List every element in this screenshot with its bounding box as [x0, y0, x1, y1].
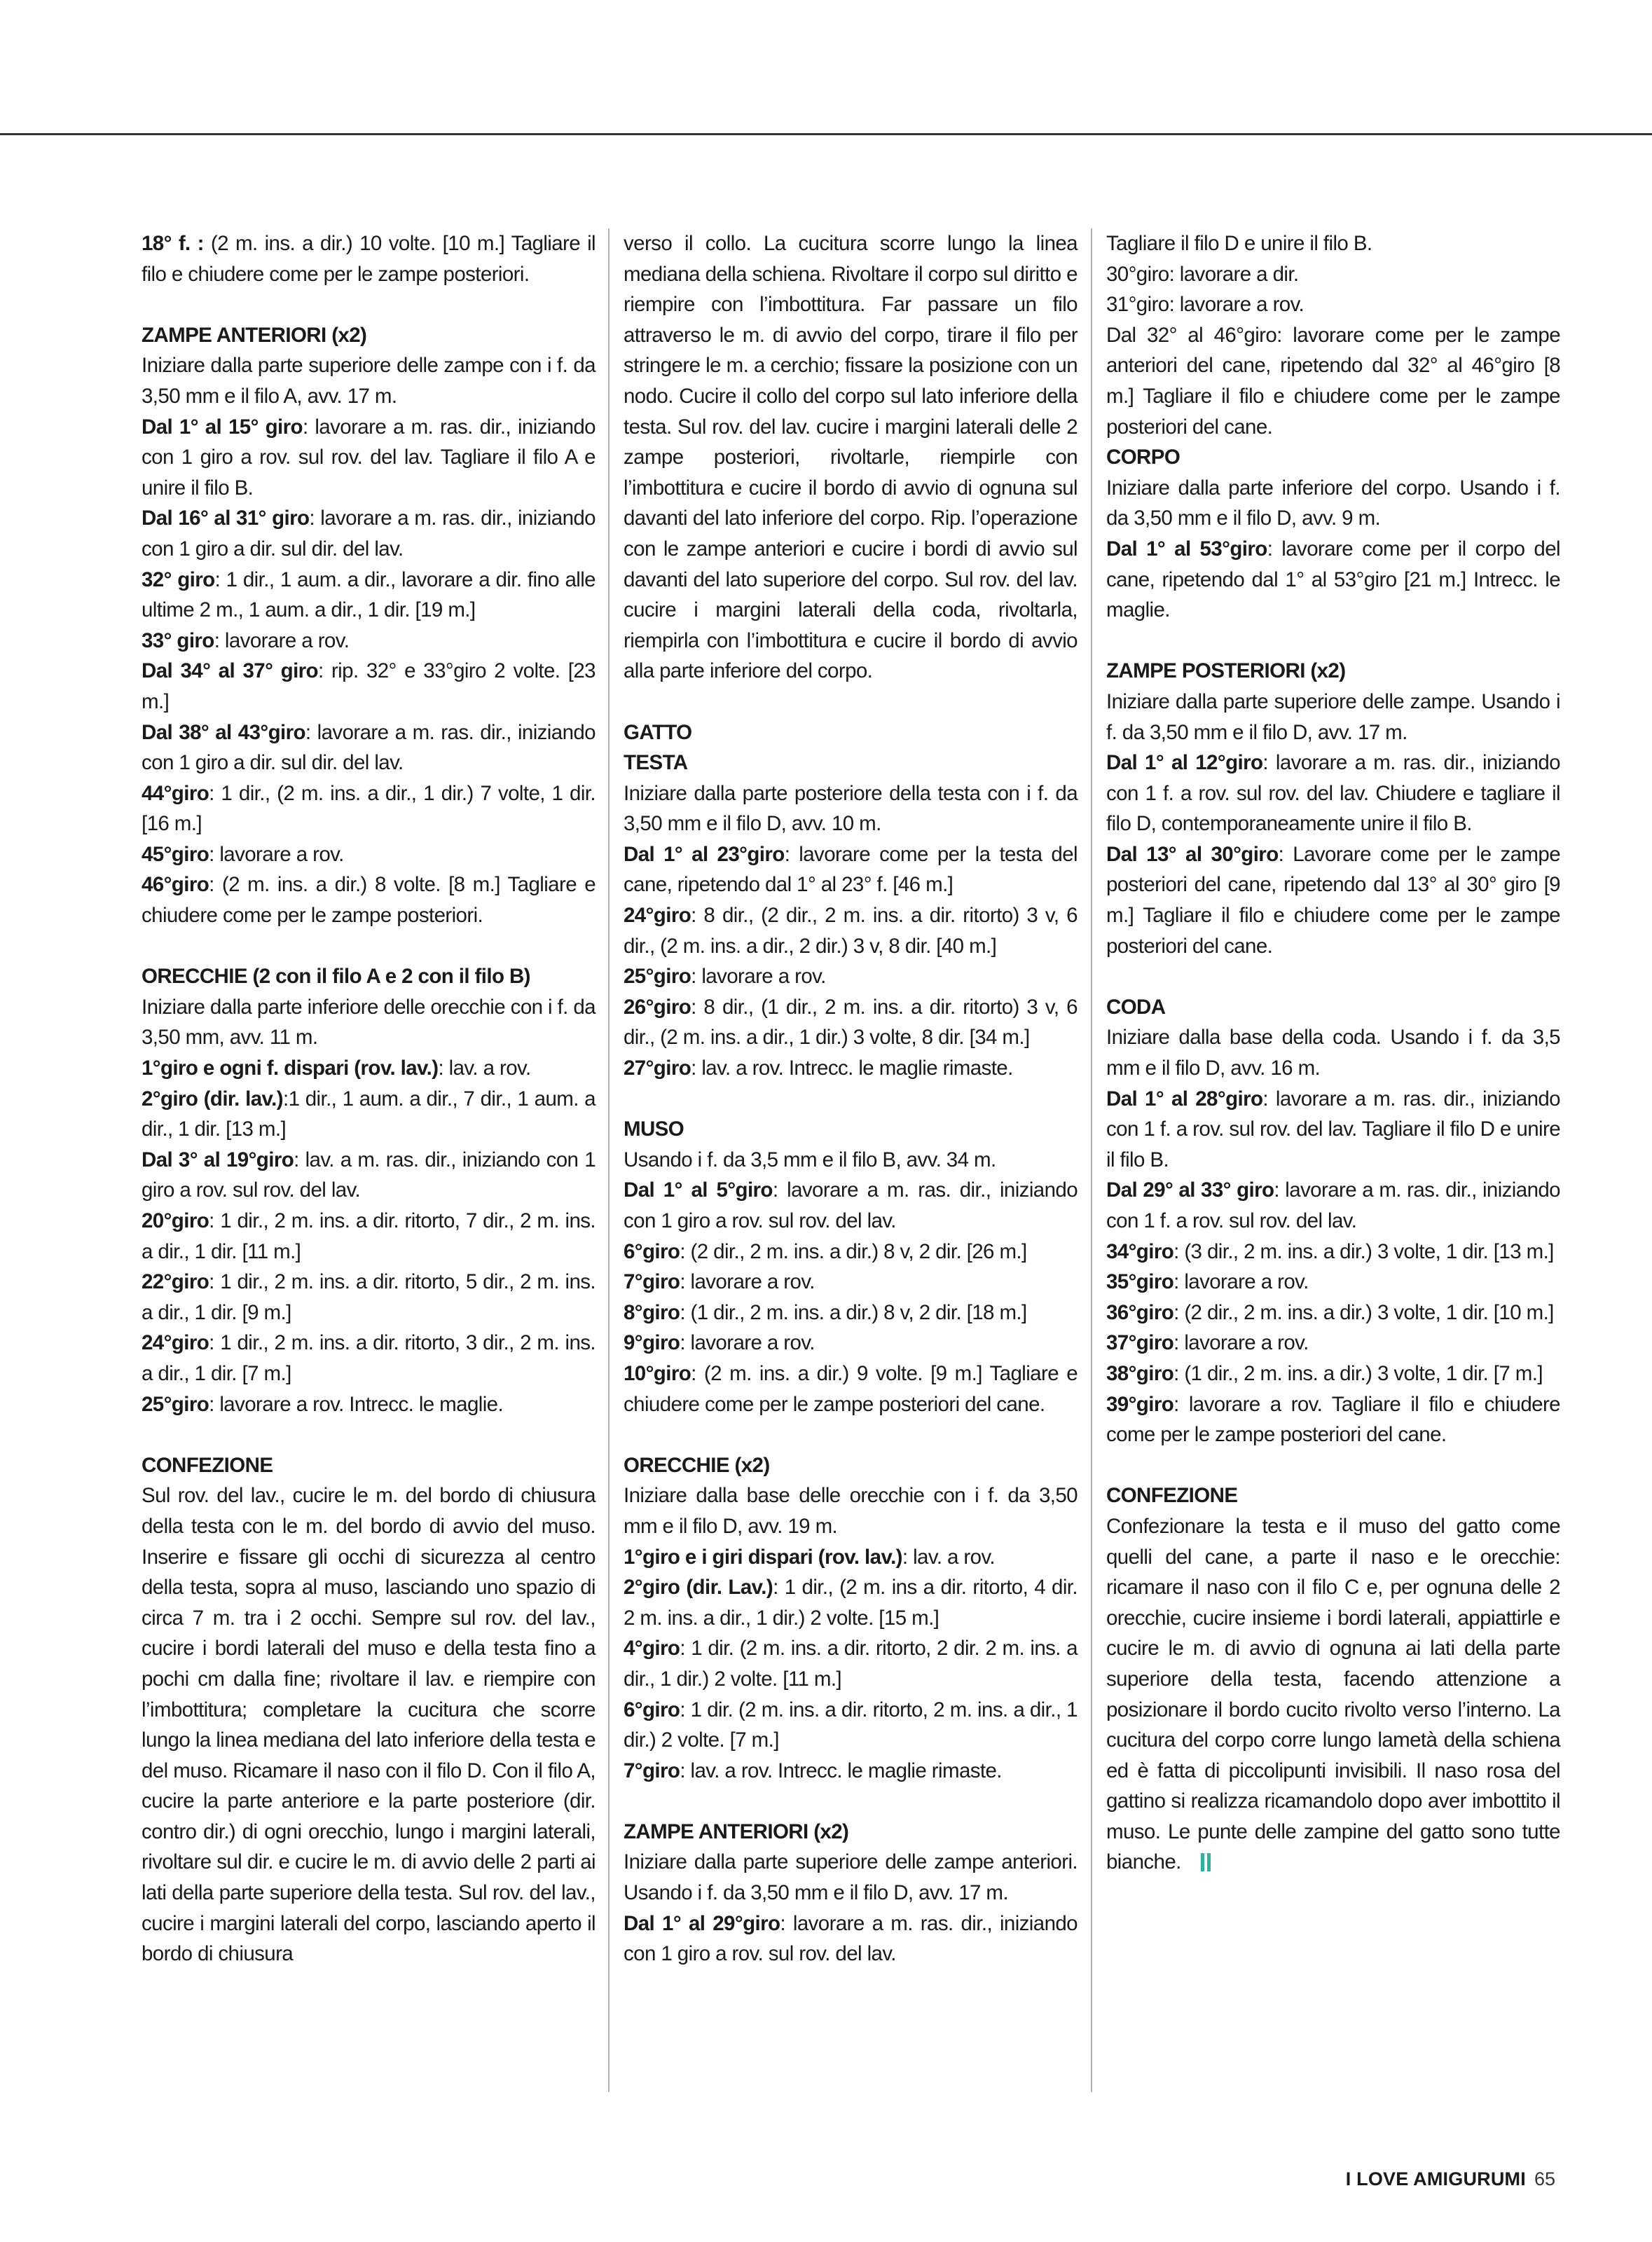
instruction-text: : lav. a rov. Intrecc. le maglie rimaste.	[691, 1057, 1013, 1080]
instruction-text: : 8 dir., (2 dir., 2 m. ins. a dir. ritorto) 3 v, 6 dir., (2 m. ins. a dir., 2 dir.) 3 v, 8 dir. [40 m.]	[624, 904, 1078, 958]
instruction-text: Dal 32° al 46°giro: lavorare come per le zampe anteriori del cane, ripetendo dal 32° al 46°giro [8 m.] Tagliare il filo e chiudere come per le zampe posteriori del cane.	[1106, 323, 1560, 439]
instruction-text: : lavorare a m. ras. dir., iniziando con 1 f. a rov. sul rov. del lav. Tagliare il filo D e unire il filo B.	[1106, 1087, 1560, 1171]
instruction-paragraph	[1106, 320, 1560, 442]
instruction-paragraph	[1106, 1175, 1560, 1236]
instruction-text: : 1 dir., 1 aum. a dir., lavorare a dir. fino alle ultime 2 m., 1 aum. a dir., 1 dir. [19 m.]	[142, 568, 596, 622]
round-label: Dal 1° al 12°giro	[1106, 751, 1263, 775]
instruction-paragraph	[1106, 228, 1560, 259]
section-heading: CONFEZIONE	[142, 1453, 273, 1477]
instruction-paragraph	[142, 1084, 596, 1145]
round-label: 6°giro	[624, 1698, 680, 1721]
instruction-paragraph	[142, 778, 596, 839]
instruction-paragraph	[1106, 1237, 1560, 1267]
round-label: 24°giro	[624, 904, 691, 928]
round-label: 25°giro	[624, 965, 691, 989]
instruction-paragraph	[1106, 839, 1560, 961]
instruction-paragraph	[142, 992, 596, 1053]
instruction-paragraph	[624, 1175, 1078, 1236]
instruction-text: : lavorare a m. ras. dir., iniziando con 1 giro a rov. sul rov. del lav. Tagliare il filo A e unire il filo B.	[142, 415, 596, 500]
instruction-text: : 8 dir., (1 dir., 2 m. ins. a dir. ritorto) 3 v, 6 dir., (2 m. ins. a dir., 1 dir.) 3 volte, 8 dir. [34 m.]	[624, 995, 1078, 1050]
instruction-paragraph	[142, 1206, 596, 1267]
instruction-text: Iniziare dalla parte inferiore del corpo. Usando i f. da 3,50 mm e il filo D, avv. 9 m.	[1106, 476, 1560, 530]
round-label: 34°giro	[1106, 1239, 1174, 1263]
round-label: 2°giro (dir. lav.)	[142, 1087, 283, 1110]
section-heading: MUSO	[624, 1117, 684, 1141]
round-label: 9°giro	[624, 1331, 680, 1355]
instruction-paragraph	[1106, 1328, 1560, 1359]
instruction-text: : lavorare a rov.	[680, 1331, 815, 1355]
instruction-text: : lavorare a m. ras. dir., iniziando con 1 giro a rov. sul rov. del lav.	[624, 1178, 1078, 1232]
instruction-paragraph	[142, 1053, 596, 1084]
instruction-paragraph	[1106, 1022, 1560, 1083]
instruction-paragraph	[624, 900, 1078, 961]
instruction-paragraph	[1106, 473, 1560, 534]
instruction-paragraph	[624, 1756, 1078, 1787]
instruction-text: : 1 dir., 2 m. ins. a dir. ritorto, 7 dir., 2 m. ins. a dir., 1 dir. [11 m.]	[142, 1209, 596, 1263]
instruction-text: : lavorare come per il corpo del cane, ripetendo dal 1° al 53°giro [21 m.] Intrecc. le maglie.	[1106, 537, 1560, 622]
instruction-paragraph	[624, 1328, 1078, 1359]
instruction-text: : lavorare a rov.	[214, 628, 350, 652]
instruction-paragraph	[624, 1145, 1078, 1176]
column-divider	[1091, 228, 1092, 2092]
instruction-text: : lavorare a rov. Intrecc. le maglie.	[209, 1392, 504, 1416]
instruction-text: Sul rov. del lav., cucire le m. del bordo di chiusura della testa con le m. del bordo di avvio del muso. Inserire e fissare gli occhi di sicurezza al centro della testa, sopra al muso, lasciando uno spazio di circa 7 m. tra i 2 occhi. Sempre sul rov. del lav., cucire i bordi laterali del muso e della testa fino a pochi cm dalla fine; rivoltare il lav. e riempire con l’imbottitura; completare la cucitura che scorre lungo la linea mediana del lato inferiore della testa e del muso. Ricamare il naso con il filo D. Con il filo A, cucire la parte anteriore e la parte posteriore (dir. contro dir.) di ogni orecchio, lungo i margini laterali, rivoltare sul dir. e cucire le m. di avvio delle 2 parti ai lati della parte superiore della testa. Sul rov. del lav., cucire i margini laterali del corpo, lasciando aperto il bordo di chiusura	[142, 1484, 596, 1966]
instruction-paragraph	[624, 992, 1078, 1053]
instruction-text: : lav. a rov.	[438, 1057, 531, 1080]
end-of-article-icon	[1201, 1853, 1211, 1871]
instruction-paragraph	[142, 503, 596, 564]
instruction-paragraph	[142, 565, 596, 626]
round-label: 22°giro	[142, 1270, 209, 1294]
round-label: Dal 1° al 28°giro	[1106, 1087, 1263, 1110]
instruction-paragraph	[142, 839, 596, 870]
instruction-paragraph	[624, 1695, 1078, 1756]
round-label: Dal 1° al 23°giro	[624, 842, 785, 866]
instruction-text: : 1 dir. (2 m. ins. a dir. ritorto, 2 m. ins. a dir., 1 dir.) 2 volte. [7 m.]	[624, 1698, 1078, 1752]
round-label: 24°giro	[142, 1331, 209, 1355]
instruction-text: : lavorare come per la testa del cane, ripetendo dal 1° al 23° f. [46 m.]	[624, 842, 1078, 897]
round-label: 44°giro	[142, 781, 209, 805]
paragraph-gap	[624, 1786, 1078, 1817]
round-label: 26°giro	[624, 995, 691, 1019]
instruction-text: : rip. 32° e 33°giro 2 volte. [23 m.]	[142, 659, 596, 713]
section-heading: ZAMPE POSTERIORI (x2)	[1106, 659, 1346, 683]
instruction-text: Iniziare dalla base delle orecchie con i f. da 3,50 mm e il filo D, avv. 19 m.	[624, 1484, 1078, 1538]
instruction-text: : (1 dir., 2 m. ins. a dir.) 8 v, 2 dir. [18 m.]	[680, 1300, 1027, 1324]
instruction-text: Iniziare dalla parte posteriore della testa con i f. da 3,50 mm e il filo D, avv. 10 m.	[624, 781, 1078, 836]
instruction-paragraph	[624, 1237, 1078, 1267]
round-label: 7°giro	[624, 1270, 680, 1294]
round-label: 46°giro	[142, 873, 209, 897]
round-label: 35°giro	[1106, 1270, 1174, 1294]
instruction-text: : (2 m. ins. a dir.) 9 volte. [9 m.] Tagliare e chiudere come per le zampe posteriori del cane.	[624, 1361, 1078, 1416]
instruction-paragraph	[142, 1145, 596, 1206]
instruction-paragraph	[624, 839, 1078, 900]
instruction-text: Confezionare la testa e il muso del gatto come quelli del cane, a parte il naso e le orecchie: ricamare il naso con il filo C e, per ognuna delle 2 orecchie, cucire insieme i bordi laterali, appiattirle e cucire le m. di avvio di ognuna ai lati della parte superiore della testa, facendo attenzione a posizionare il bordo cucito rivolto verso l’interno. La cucitura del corpo corre lungo lametà della schiena ed è fatta di piccolipunti invisibili. Il naso rosa del gattino si realizza ricamandolo dopo aver imbottito il muso. Le punte delle zampine del gatto sono tutte bianche.	[1106, 1514, 1560, 1874]
section-heading: ORECCHIE (x2)	[624, 1453, 770, 1477]
paragraph-gap	[1106, 626, 1560, 656]
instruction-paragraph	[1106, 1084, 1560, 1176]
instruction-paragraph	[624, 778, 1078, 839]
instruction-paragraph	[1106, 1359, 1560, 1389]
instruction-text: : lavorare a rov. Tagliare il filo e chiudere come per le zampe posteriori del cane.	[1106, 1392, 1560, 1447]
instruction-text: Iniziare dalla parte superiore delle zampe anteriori. Usando i f. da 3,50 mm e il filo D, avv. 17 m.	[624, 1850, 1078, 1905]
instruction-text: verso il collo. La cucitura scorre lungo la linea mediana della schiena. Rivoltare il corpo sul diritto e riempire con l’imbottitura. Far passare un filo attraverso le m. di avvio del corpo, tirare il filo per stringere le m. a cerchio; fissare la posizione con un nodo. Cucire il collo del corpo sul lato inferiore della testa. Sul rov. del lav. cucire i margini laterali delle 2 zampe posteriori, rivoltarle, riempirle con l’imbottitura e cucire il bordo di avvio di ognuna sul davanti del lato inferiore del corpo. Rip. l’operazione con le zampe anteriori e cucire i bordi di avvio sul davanti del lato superiore del corpo. Sul rov. del lav. cucire i margini laterali della coda, rivoltarla, riempirla con l’imbottitura e cucire il bordo di avvio alla parte inferiore del corpo.	[624, 232, 1078, 683]
instruction-text: : lavorare a m. ras. dir., iniziando con 1 giro a dir. sul dir. del lav.	[142, 720, 596, 775]
round-label: 6°giro	[624, 1239, 680, 1263]
instruction-text: : lavorare a rov.	[1173, 1270, 1309, 1294]
column-2	[624, 228, 1078, 1969]
section-heading: CODA	[1106, 995, 1166, 1019]
instruction-paragraph	[1106, 1511, 1560, 1878]
round-label: Dal 1° al 53°giro	[1106, 537, 1267, 560]
section-heading: CORPO	[1106, 446, 1181, 469]
instruction-text: Iniziare dalla parte superiore delle zampe. Usando i f. da 3,50 mm e il filo D, avv. 17 m.	[1106, 689, 1560, 744]
round-label: 1°giro e ogni f. dispari (rov. lav.)	[142, 1057, 439, 1080]
paragraph-gap	[142, 931, 596, 962]
page-footer	[1338, 2166, 1555, 2192]
section-heading: ORECCHIE (2 con il filo A e 2 con il filo B)	[142, 965, 530, 989]
instruction-paragraph	[1106, 1389, 1560, 1450]
instruction-paragraph	[1106, 1267, 1560, 1298]
instruction-text: Iniziare dalla parte inferiore delle orecchie con i f. da 3,50 mm, avv. 11 m.	[142, 995, 596, 1050]
round-label: Dal 29° al 33° giro	[1106, 1178, 1274, 1202]
round-label: 38°giro	[1106, 1361, 1174, 1385]
round-label: Dal 16° al 31° giro	[142, 507, 310, 530]
instruction-paragraph	[624, 228, 1078, 687]
round-label: 8°giro	[624, 1300, 680, 1324]
round-label: Dal 1° al 15° giro	[142, 415, 303, 439]
column-1	[142, 228, 596, 1969]
instruction-paragraph	[624, 1542, 1078, 1573]
instruction-paragraph	[142, 717, 596, 778]
instruction-text: : Lavorare come per le zampe posteriori del cane, ripetendo dal 13° al 30° giro [9 m.] Tagliare il filo e chiudere come per le zampe posteriori del cane.	[1106, 842, 1561, 958]
round-label: 18° f. :	[142, 232, 204, 255]
instruction-text: : lav. a m. ras. dir., iniziando con 1 giro a rov. sul rov. del lav.	[142, 1148, 596, 1202]
instruction-paragraph	[142, 656, 596, 717]
round-label: Dal 34° al 37° giro	[142, 659, 318, 683]
round-label: Dal 13° al 30°giro	[1106, 842, 1279, 866]
instruction-paragraph	[1106, 1298, 1560, 1328]
instruction-text: Iniziare dalla base della coda. Usando i f. da 3,5 mm e il filo D, avv. 16 m.	[1106, 1026, 1560, 1080]
instruction-text: : lavorare a rov.	[691, 965, 826, 989]
instruction-text: : (1 dir., 2 m. ins. a dir.) 3 volte, 1 dir. [7 m.]	[1173, 1361, 1543, 1385]
instruction-paragraph	[1106, 687, 1560, 748]
paragraph-gap	[624, 687, 1078, 717]
instruction-paragraph	[142, 869, 596, 930]
section-heading: TESTA	[624, 751, 688, 775]
instruction-paragraph	[624, 961, 1078, 992]
paragraph-gap	[624, 1419, 1078, 1450]
column-3	[1106, 228, 1560, 1878]
instruction-paragraph	[142, 626, 596, 656]
instruction-text: : 1 dir., 2 m. ins. a dir. ritorto, 3 dir., 2 m. ins. a dir., 1 dir. [7 m.]	[142, 1331, 596, 1385]
round-label: 33° giro	[142, 628, 214, 652]
instruction-text: : lavorare a rov.	[1173, 1331, 1309, 1355]
section-heading: GATTO	[624, 720, 692, 744]
instruction-paragraph	[624, 1633, 1078, 1694]
top-rule	[0, 133, 1652, 135]
instruction-paragraph	[142, 1267, 596, 1328]
round-label: 7°giro	[624, 1759, 680, 1782]
column-divider	[608, 228, 610, 2092]
section-heading: CONFEZIONE	[1106, 1484, 1238, 1508]
round-label: Dal 38° al 43°giro	[142, 720, 305, 744]
instruction-text: : 1 dir., (2 m. ins. a dir., 1 dir.) 7 volte, 1 dir. [16 m.]	[142, 781, 596, 836]
instruction-text: : lavorare a m. ras. dir., iniziando con 1 giro a rov. sul rov. del lav.	[624, 1911, 1078, 1966]
instruction-text: : (2 dir., 2 m. ins. a dir.) 8 v, 2 dir. [26 m.]	[680, 1239, 1027, 1263]
instruction-paragraph	[624, 1480, 1078, 1541]
instruction-paragraph	[624, 1053, 1078, 1084]
instruction-text: : 1 dir., 2 m. ins. a dir. ritorto, 5 dir., 2 m. ins. a dir., 1 dir. [9 m.]	[142, 1270, 596, 1324]
instruction-text: Iniziare dalla parte superiore delle zampe con i f. da 3,50 mm e il filo A, avv. 17 m.	[142, 354, 596, 408]
instruction-text: 31°giro: lavorare a rov.	[1106, 293, 1305, 317]
instruction-text: : lav. a rov.	[902, 1545, 996, 1569]
page-number: 65	[1534, 2168, 1555, 2189]
instruction-text: : lav. a rov. Intrecc. le maglie rimaste.	[680, 1759, 1002, 1782]
instruction-text: : lavorare a m. ras. dir., iniziando con 1 f. a rov. sul rov. del lav. Chiudere e tagliare il filo D, contemporaneamente unire il filo B.	[1106, 751, 1560, 836]
round-label: 32° giro	[142, 568, 215, 591]
round-label: Dal 3° al 19°giro	[142, 1148, 294, 1171]
round-label: 36°giro	[1106, 1300, 1174, 1324]
instruction-text: : 1 dir. (2 m. ins. a dir. ritorto, 2 dir. 2 m. ins. a dir., 1 dir.) 2 volte. [11 m.]	[624, 1637, 1078, 1691]
instruction-text: : lavorare a rov.	[209, 842, 344, 866]
instruction-paragraph	[624, 1298, 1078, 1328]
instruction-text: Tagliare il filo D e unire il filo B.	[1106, 232, 1372, 255]
round-label: 25°giro	[142, 1392, 209, 1416]
instruction-text: :1 dir., 1 aum. a dir., 7 dir., 1 aum. a dir., 1 dir. [13 m.]	[142, 1087, 596, 1141]
instruction-paragraph	[142, 1328, 596, 1389]
instruction-paragraph	[624, 1359, 1078, 1419]
instruction-text: : 1 dir., (2 m. ins a dir. ritorto, 4 dir. 2 m. ins. a dir., 1 dir.) 2 volte. [15 m.]	[624, 1576, 1078, 1630]
paragraph-gap	[142, 289, 596, 320]
instruction-paragraph	[142, 412, 596, 504]
round-label: 39°giro	[1106, 1392, 1174, 1416]
instruction-paragraph	[1106, 289, 1560, 320]
instruction-text: : lavorare a m. ras. dir., iniziando con 1 f. a rov. sul rov. del lav.	[1106, 1178, 1560, 1232]
instruction-paragraph	[624, 1572, 1078, 1633]
magazine-name: I LOVE AMIGURUMI	[1345, 2168, 1526, 2189]
round-label: 37°giro	[1106, 1331, 1174, 1355]
section-heading: ZAMPE ANTERIORI (x2)	[142, 323, 367, 347]
paragraph-gap	[142, 1419, 596, 1450]
instruction-text: (2 m. ins. a dir.) 10 volte. [10 m.] Tagliare il filo e chiudere come per le zampe posteriori.	[142, 232, 596, 286]
round-label: Dal 1° al 5°giro	[624, 1178, 773, 1202]
section-heading: ZAMPE ANTERIORI (x2)	[624, 1820, 849, 1843]
round-label: 2°giro (dir. Lav.)	[624, 1576, 773, 1600]
instruction-paragraph	[1106, 748, 1560, 839]
round-label: Dal 1° al 29°giro	[624, 1911, 780, 1935]
instruction-text: : (2 dir., 2 m. ins. a dir.) 3 volte, 1 dir. [10 m.]	[1173, 1300, 1554, 1324]
instruction-text: Usando i f. da 3,5 mm e il filo B, avv. 34 m.	[624, 1148, 996, 1171]
instruction-text: : lavorare a rov.	[680, 1270, 815, 1294]
round-label: 45°giro	[142, 842, 209, 866]
instruction-text: 30°giro: lavorare a dir.	[1106, 262, 1299, 286]
paragraph-gap	[1106, 1450, 1560, 1481]
instruction-text: : lavorare a m. ras. dir., iniziando con 1 giro a dir. sul dir. del lav.	[142, 507, 596, 560]
paragraph-gap	[624, 1084, 1078, 1115]
instruction-text: : (2 m. ins. a dir.) 8 volte. [8 m.] Tagliare e chiudere come per le zampe posteriori.	[142, 873, 596, 928]
instruction-paragraph	[1106, 259, 1560, 290]
instruction-text: : (3 dir., 2 m. ins. a dir.) 3 volte, 1 dir. [13 m.]	[1173, 1239, 1554, 1263]
round-label: 20°giro	[142, 1209, 209, 1232]
round-label: 27°giro	[624, 1057, 691, 1080]
instruction-paragraph	[142, 1389, 596, 1420]
instruction-paragraph	[142, 228, 596, 289]
round-label: 10°giro	[624, 1361, 691, 1385]
instruction-paragraph	[142, 1480, 596, 1969]
instruction-paragraph	[624, 1267, 1078, 1298]
instruction-paragraph	[1106, 534, 1560, 626]
round-label: 4°giro	[624, 1637, 680, 1660]
paragraph-gap	[1106, 961, 1560, 992]
round-label: 1°giro e i giri dispari (rov. lav.)	[624, 1545, 902, 1569]
instruction-paragraph	[624, 1847, 1078, 1908]
instruction-paragraph	[624, 1909, 1078, 1969]
instruction-paragraph	[142, 350, 596, 411]
